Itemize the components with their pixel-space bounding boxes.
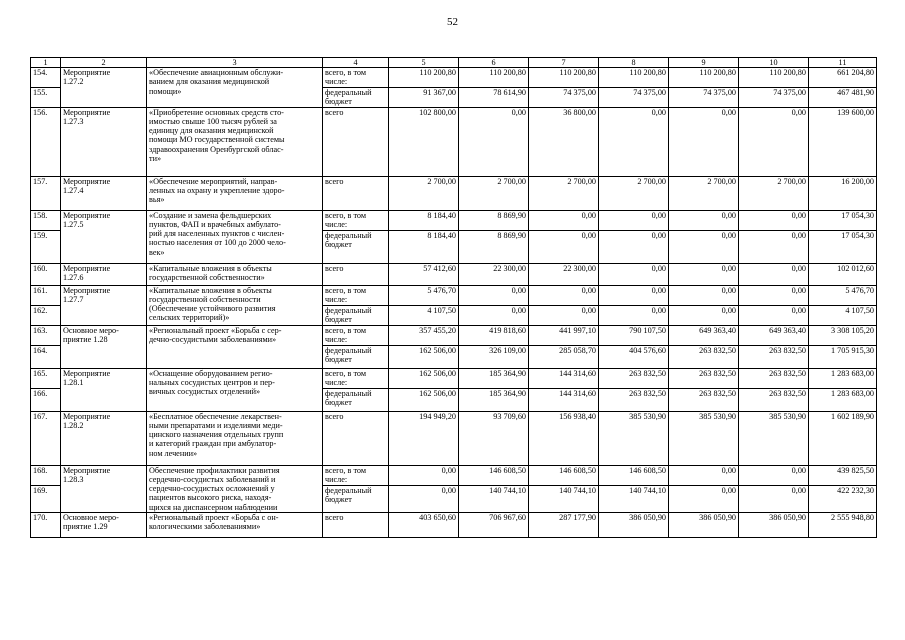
funding-source: всего, в том числе: [323, 465, 389, 485]
year-value: 0,00 [669, 305, 739, 325]
total-value: 4 107,50 [809, 305, 877, 325]
total-value: 16 200,00 [809, 176, 877, 210]
year-value: 385 530,90 [739, 411, 809, 465]
year-value: 110 200,80 [599, 68, 669, 88]
row-number: 158. [31, 210, 61, 230]
year-value: 0,00 [739, 305, 809, 325]
year-value: 263 832,50 [739, 388, 809, 411]
year-value: 74 375,00 [529, 87, 599, 107]
year-value: 649 363,40 [669, 325, 739, 345]
funding-source: всего, в том числе: [323, 368, 389, 388]
total-value: 439 825,50 [809, 465, 877, 485]
year-value: 2 700,00 [459, 176, 529, 210]
year-value: 93 709,60 [459, 411, 529, 465]
table-row [31, 411, 877, 465]
table-row [31, 263, 877, 285]
year-value: 0,00 [529, 210, 599, 230]
year-value: 2 700,00 [669, 176, 739, 210]
year-value: 790 107,50 [599, 325, 669, 345]
column-number-header: 10 [739, 58, 809, 68]
year-value: 2 700,00 [739, 176, 809, 210]
table-row [31, 368, 877, 388]
table-row [31, 513, 877, 538]
year-value: 0,00 [739, 465, 809, 485]
page-number: 52 [447, 16, 458, 28]
total-value: 661 204,80 [809, 68, 877, 88]
total-value: 1 283 683,00 [809, 388, 877, 411]
year-value: 22 300,00 [529, 263, 599, 285]
year-value: 386 050,90 [599, 513, 669, 538]
year-value: 162 506,00 [389, 345, 459, 368]
year-value: 649 363,40 [739, 325, 809, 345]
year-value: 0,00 [739, 285, 809, 305]
year-value: 385 530,90 [669, 411, 739, 465]
year-value: 0,00 [739, 230, 809, 263]
year-value: 140 744,10 [529, 485, 599, 512]
year-value: 110 200,80 [459, 68, 529, 88]
year-value: 194 949,20 [389, 411, 459, 465]
year-value: 0,00 [599, 107, 669, 176]
year-value: 263 832,50 [669, 368, 739, 388]
activity-code: Мероприятие 1.27.3 [61, 107, 147, 176]
year-value: 91 367,00 [389, 87, 459, 107]
activity-code: Основное меро- приятие 1.29 [61, 513, 147, 538]
row-number: 160. [31, 263, 61, 285]
column-number-row [31, 58, 877, 68]
year-value: 2 700,00 [599, 176, 669, 210]
activity-code: Мероприятие 1.27.7 [61, 285, 147, 325]
activity-name: «Бесплатное обеспечение лекарствен- ными препаратами и изделиями меди- цинского назначения отдельных групп и категорий граждан при амбулатор- ном лечении» [147, 411, 323, 465]
funding-source: федеральный бюджет [323, 388, 389, 411]
total-value: 1 283 683,00 [809, 368, 877, 388]
activity-code: Мероприятие 1.28.3 [61, 465, 147, 512]
column-number-header: 7 [529, 58, 599, 68]
year-value: 140 744,10 [459, 485, 529, 512]
activity-code: Мероприятие 1.28.2 [61, 411, 147, 465]
total-value: 2 555 948,80 [809, 513, 877, 538]
total-value: 17 054,30 [809, 210, 877, 230]
year-value: 78 614,90 [459, 87, 529, 107]
funding-source: федеральный бюджет [323, 305, 389, 325]
year-value: 263 832,50 [669, 388, 739, 411]
year-value: 36 800,00 [529, 107, 599, 176]
total-value: 1 705 915,30 [809, 345, 877, 368]
year-value: 419 818,60 [459, 325, 529, 345]
year-value: 144 314,60 [529, 388, 599, 411]
year-value: 74 375,00 [599, 87, 669, 107]
funding-source: всего, в том числе: [323, 325, 389, 345]
year-value: 0,00 [389, 465, 459, 485]
table-row [31, 210, 877, 230]
funding-source: федеральный бюджет [323, 485, 389, 512]
activity-code: Мероприятие 1.27.4 [61, 176, 147, 210]
year-value: 110 200,80 [529, 68, 599, 88]
column-number-header: 5 [389, 58, 459, 68]
year-value: 0,00 [669, 485, 739, 512]
year-value: 146 608,50 [529, 465, 599, 485]
table-row [31, 465, 877, 485]
year-value: 0,00 [599, 210, 669, 230]
year-value: 110 200,80 [739, 68, 809, 88]
funding-source: всего, в том числе: [323, 210, 389, 230]
year-value: 263 832,50 [669, 345, 739, 368]
total-value: 467 481,90 [809, 87, 877, 107]
year-value: 0,00 [739, 210, 809, 230]
total-value: 422 232,30 [809, 485, 877, 512]
activity-name: «Создание и замена фельдшерских пунктов, ФАП и врачебных амбулато- рий для населенных пунктов с числен- ностью населения от 100 до 2000 чело- век» [147, 210, 323, 263]
year-value: 156 938,40 [529, 411, 599, 465]
year-value: 162 506,00 [389, 368, 459, 388]
year-value: 0,00 [529, 285, 599, 305]
column-number-header: 11 [809, 58, 877, 68]
budget-table [30, 57, 877, 538]
year-value: 5 476,70 [389, 285, 459, 305]
row-number: 162. [31, 305, 61, 325]
table-body [31, 68, 877, 538]
column-number-header: 2 [61, 58, 147, 68]
table-row [31, 325, 877, 345]
year-value: 0,00 [669, 210, 739, 230]
year-value: 706 967,60 [459, 513, 529, 538]
year-value: 0,00 [599, 230, 669, 263]
activity-code: Мероприятие 1.27.6 [61, 263, 147, 285]
total-value: 17 054,30 [809, 230, 877, 263]
year-value: 0,00 [669, 230, 739, 263]
year-value: 4 107,50 [389, 305, 459, 325]
year-value: 110 200,80 [389, 68, 459, 88]
table-row [31, 285, 877, 305]
row-number: 170. [31, 513, 61, 538]
year-value: 0,00 [739, 107, 809, 176]
activity-code: Мероприятие 1.27.2 [61, 68, 147, 108]
activity-name: «Приобретение основных средств сто- имостью свыше 100 тысяч рублей за единицу для оказания медицинской помощи МО государственной системы здравоохранения Оренбургской облас- ти» [147, 107, 323, 176]
year-value: 8 869,90 [459, 210, 529, 230]
year-value: 0,00 [459, 107, 529, 176]
year-value: 263 832,50 [739, 345, 809, 368]
year-value: 0,00 [669, 263, 739, 285]
year-value: 102 800,00 [389, 107, 459, 176]
year-value: 0,00 [459, 305, 529, 325]
funding-source: всего, в том числе: [323, 285, 389, 305]
activity-name: «Обеспечение мероприятий, направ- ленных на охрану и укрепление здоро- вья» [147, 176, 323, 210]
table-row [31, 176, 877, 210]
column-number-header: 3 [147, 58, 323, 68]
year-value: 263 832,50 [739, 368, 809, 388]
year-value: 263 832,50 [599, 388, 669, 411]
column-number-header: 4 [323, 58, 389, 68]
year-value: 386 050,90 [739, 513, 809, 538]
row-number: 167. [31, 411, 61, 465]
funding-source: всего [323, 411, 389, 465]
activity-code: Мероприятие 1.27.5 [61, 210, 147, 263]
year-value: 185 364,90 [459, 388, 529, 411]
year-value: 110 200,80 [669, 68, 739, 88]
year-value: 285 058,70 [529, 345, 599, 368]
year-value: 146 608,50 [459, 465, 529, 485]
row-number: 163. [31, 325, 61, 345]
funding-source: всего [323, 176, 389, 210]
row-number: 169. [31, 485, 61, 512]
year-value: 0,00 [599, 285, 669, 305]
column-number-header: 6 [459, 58, 529, 68]
year-value: 0,00 [459, 285, 529, 305]
activity-name: «Оснащение оборудованием регио- нальных сосудистых центров и пер- вичных сосудистых отделений» [147, 368, 323, 411]
year-value: 0,00 [669, 285, 739, 305]
year-value: 0,00 [529, 230, 599, 263]
year-value: 0,00 [389, 485, 459, 512]
table-row [31, 107, 877, 176]
total-value: 102 012,60 [809, 263, 877, 285]
column-number-header: 8 [599, 58, 669, 68]
activity-code: Мероприятие 1.28.1 [61, 368, 147, 411]
funding-source: федеральный бюджет [323, 87, 389, 107]
row-number: 165. [31, 368, 61, 388]
total-value: 1 602 189,90 [809, 411, 877, 465]
activity-name: «Региональный проект «Борьба с сер- дечно-сосудистыми заболеваниями» [147, 325, 323, 368]
column-number-header: 1 [31, 58, 61, 68]
year-value: 0,00 [739, 485, 809, 512]
year-value: 357 455,20 [389, 325, 459, 345]
funding-source: федеральный бюджет [323, 345, 389, 368]
table-row [31, 68, 877, 88]
activity-name: «Капитальные вложения в объекты государственной собственности» [147, 263, 323, 285]
row-number: 161. [31, 285, 61, 305]
activity-name: «Региональный проект «Борьба с он- кологическими заболеваниями» [147, 513, 323, 538]
year-value: 0,00 [739, 263, 809, 285]
year-value: 404 576,60 [599, 345, 669, 368]
activity-name: Обеспечение профилактики развития сердечно-сосудистых заболеваний и сердечно-сосудистых осложнений у пациентов высокого риска, находя- щихся на диспансерном наблюдении [147, 465, 323, 512]
year-value: 0,00 [669, 107, 739, 176]
row-number: 154. [31, 68, 61, 88]
row-number: 168. [31, 465, 61, 485]
funding-source: федеральный бюджет [323, 230, 389, 263]
activity-name: «Обеспечение авиационным обслужи- ванием для оказания медицинской помощи» [147, 68, 323, 108]
row-number: 155. [31, 87, 61, 107]
year-value: 22 300,00 [459, 263, 529, 285]
year-value: 386 050,90 [669, 513, 739, 538]
year-value: 0,00 [529, 305, 599, 325]
year-value: 0,00 [669, 465, 739, 485]
year-value: 403 650,60 [389, 513, 459, 538]
year-value: 287 177,90 [529, 513, 599, 538]
year-value: 144 314,60 [529, 368, 599, 388]
row-number: 164. [31, 345, 61, 368]
row-number: 157. [31, 176, 61, 210]
year-value: 441 997,10 [529, 325, 599, 345]
row-number: 166. [31, 388, 61, 411]
year-value: 2 700,00 [529, 176, 599, 210]
total-value: 3 308 105,20 [809, 325, 877, 345]
year-value: 8 184,40 [389, 230, 459, 263]
year-value: 0,00 [599, 263, 669, 285]
year-value: 185 364,90 [459, 368, 529, 388]
year-value: 8 184,40 [389, 210, 459, 230]
year-value: 162 506,00 [389, 388, 459, 411]
total-value: 5 476,70 [809, 285, 877, 305]
year-value: 57 412,60 [389, 263, 459, 285]
total-value: 139 600,00 [809, 107, 877, 176]
year-value: 0,00 [599, 305, 669, 325]
column-number-header: 9 [669, 58, 739, 68]
funding-source: всего [323, 107, 389, 176]
year-value: 74 375,00 [739, 87, 809, 107]
row-number: 159. [31, 230, 61, 263]
funding-source: всего, в том числе: [323, 68, 389, 88]
activity-name: «Капитальные вложения в объекты государственной собственности (Обеспечение устойчивого развития сельских территорий)» [147, 285, 323, 325]
activity-code: Основное меро- приятие 1.28 [61, 325, 147, 368]
year-value: 326 109,00 [459, 345, 529, 368]
year-value: 140 744,10 [599, 485, 669, 512]
year-value: 2 700,00 [389, 176, 459, 210]
funding-source: всего [323, 263, 389, 285]
year-value: 146 608,50 [599, 465, 669, 485]
row-number: 156. [31, 107, 61, 176]
year-value: 8 869,90 [459, 230, 529, 263]
year-value: 263 832,50 [599, 368, 669, 388]
year-value: 385 530,90 [599, 411, 669, 465]
funding-source: всего [323, 513, 389, 538]
year-value: 74 375,00 [669, 87, 739, 107]
